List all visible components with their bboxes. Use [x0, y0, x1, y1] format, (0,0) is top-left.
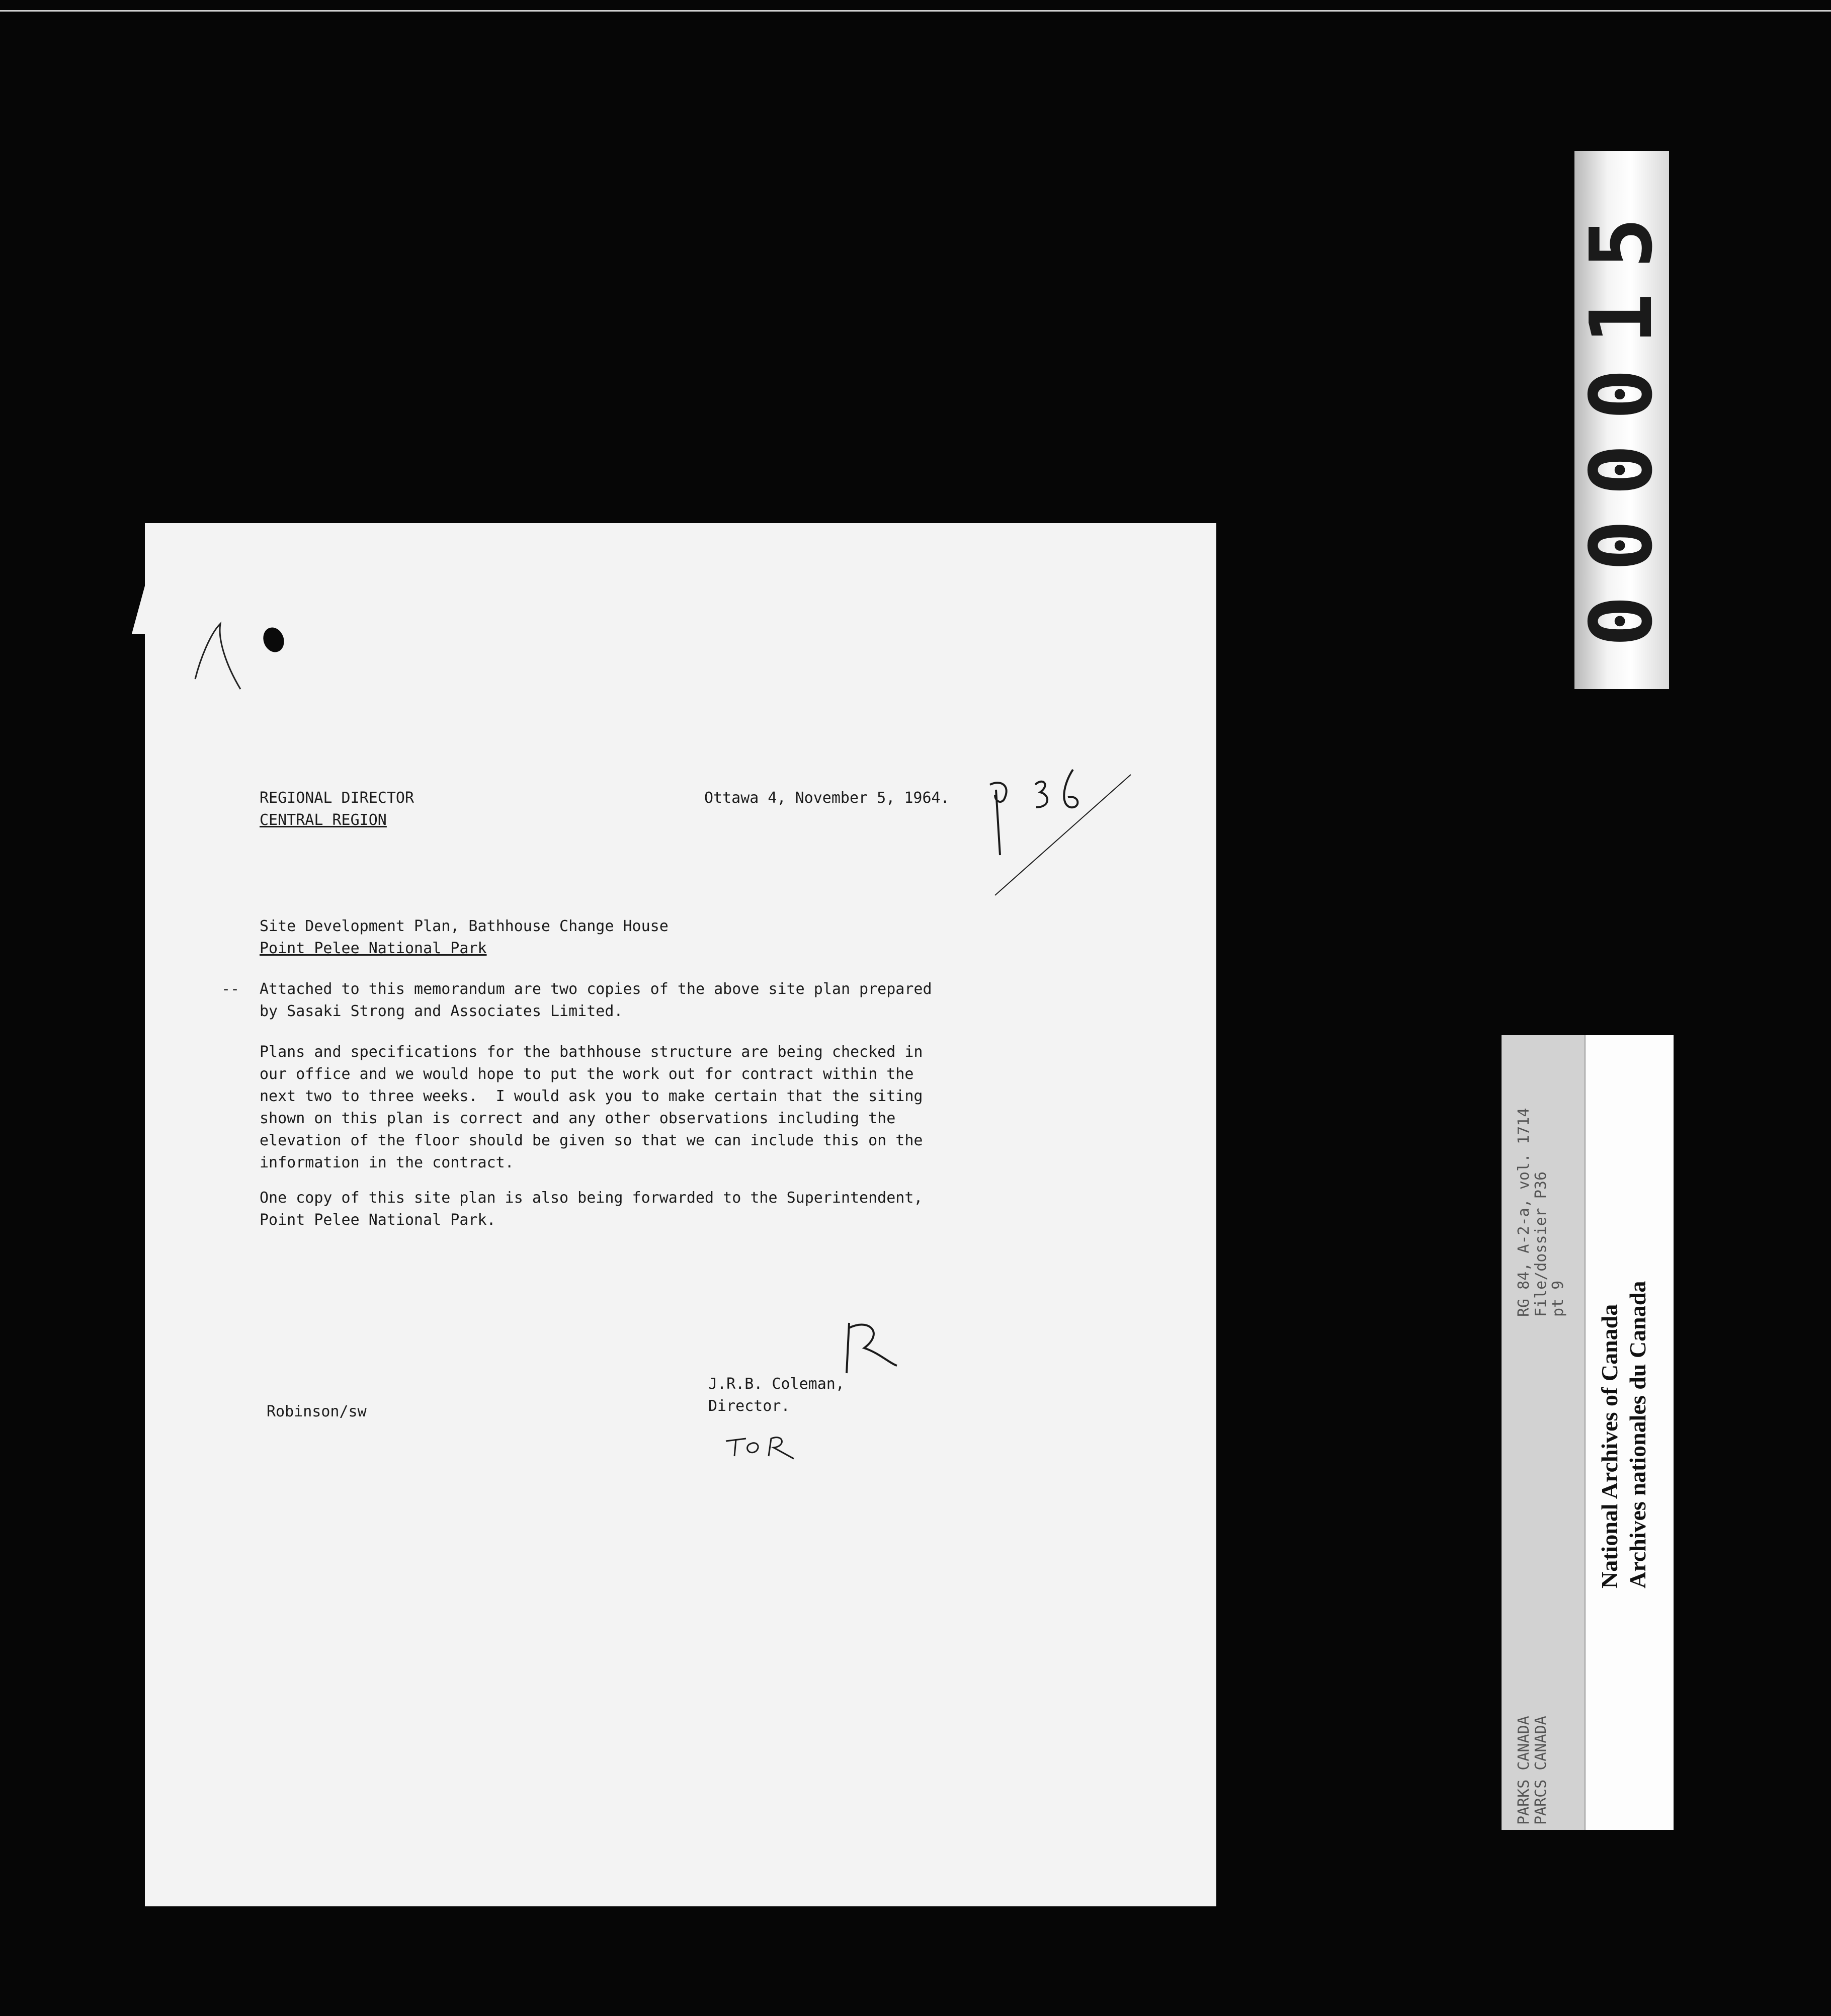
frame-number-strip [1572, 151, 1672, 689]
film-top-border [0, 10, 1831, 12]
memo-page [145, 523, 1216, 1906]
subject [260, 915, 669, 960]
paragraph-2 [260, 1041, 923, 1174]
p2-line4: shown on this plan is correct and any other observations including the [260, 1110, 896, 1127]
paragraph-1 [260, 978, 932, 1023]
hand-mark-top [165, 604, 266, 704]
archives-name-panel [1585, 1035, 1674, 1830]
p1-line1: Attached to this memorandum are two copies of the above site plan prepared [260, 980, 932, 998]
subject-line1: Site Development Plan, Bathhouse Change House [260, 917, 669, 935]
reference-label [1516, 1108, 1567, 1317]
archive-label [1502, 1035, 1673, 1830]
p2-line1: Plans and specifications for the bathhouse structure are being checked in [260, 1043, 923, 1061]
file-reference-handwritten [980, 754, 1181, 905]
archives-name [1596, 1281, 1652, 1588]
p2-line2: our office and we would hope to put the work out for contract within the [260, 1065, 914, 1083]
signature-block [708, 1373, 845, 1417]
p2-line6: information in the contract. [260, 1154, 514, 1171]
archives-fr: Archives nationales du Canada [1625, 1281, 1650, 1588]
frame-number: 000015 [1572, 193, 1672, 647]
signature-handwritten [834, 1318, 904, 1383]
p2-line5: elevation of the floor should be given so that we can include this on the [260, 1132, 923, 1149]
memo-date: Ottawa 4, November 5, 1964. [704, 789, 950, 807]
margin-mark: -- [221, 980, 240, 998]
p2-line3: next two to three weeks. I would ask you to make certain that the siting [260, 1087, 923, 1105]
parks-en: PARKS CANADA [1515, 1716, 1533, 1825]
reference-part: pt 9 [1549, 1280, 1567, 1317]
p3-line1: One copy of this site plan is also being forwarded to the Superintendent, [260, 1189, 923, 1207]
initials-handwritten [723, 1429, 809, 1464]
reference-rg: RG 84, A-2-a, vol. 1714 [1515, 1108, 1533, 1317]
addressee-line1: REGIONAL DIRECTOR [260, 789, 414, 807]
addressee-line2: CENTRAL REGION [260, 811, 387, 829]
signatory-title: Director. [708, 1397, 790, 1415]
addressee [260, 787, 414, 831]
typist-initials: Robinson/sw [267, 1403, 367, 1420]
paragraph-3 [260, 1187, 923, 1231]
p3-line2: Point Pelee National Park. [260, 1211, 496, 1229]
parks-label [1516, 1716, 1550, 1825]
p1-line2: by Sasaki Strong and Associates Limited. [260, 1002, 623, 1020]
subject-line2: Point Pelee National Park [260, 940, 487, 957]
reference-file: File/dossier P36 [1532, 1171, 1550, 1317]
archives-en: National Archives of Canada [1597, 1304, 1622, 1588]
parks-fr: PARCS CANADA [1532, 1716, 1550, 1825]
signatory-name: J.R.B. Coleman, [708, 1375, 845, 1393]
